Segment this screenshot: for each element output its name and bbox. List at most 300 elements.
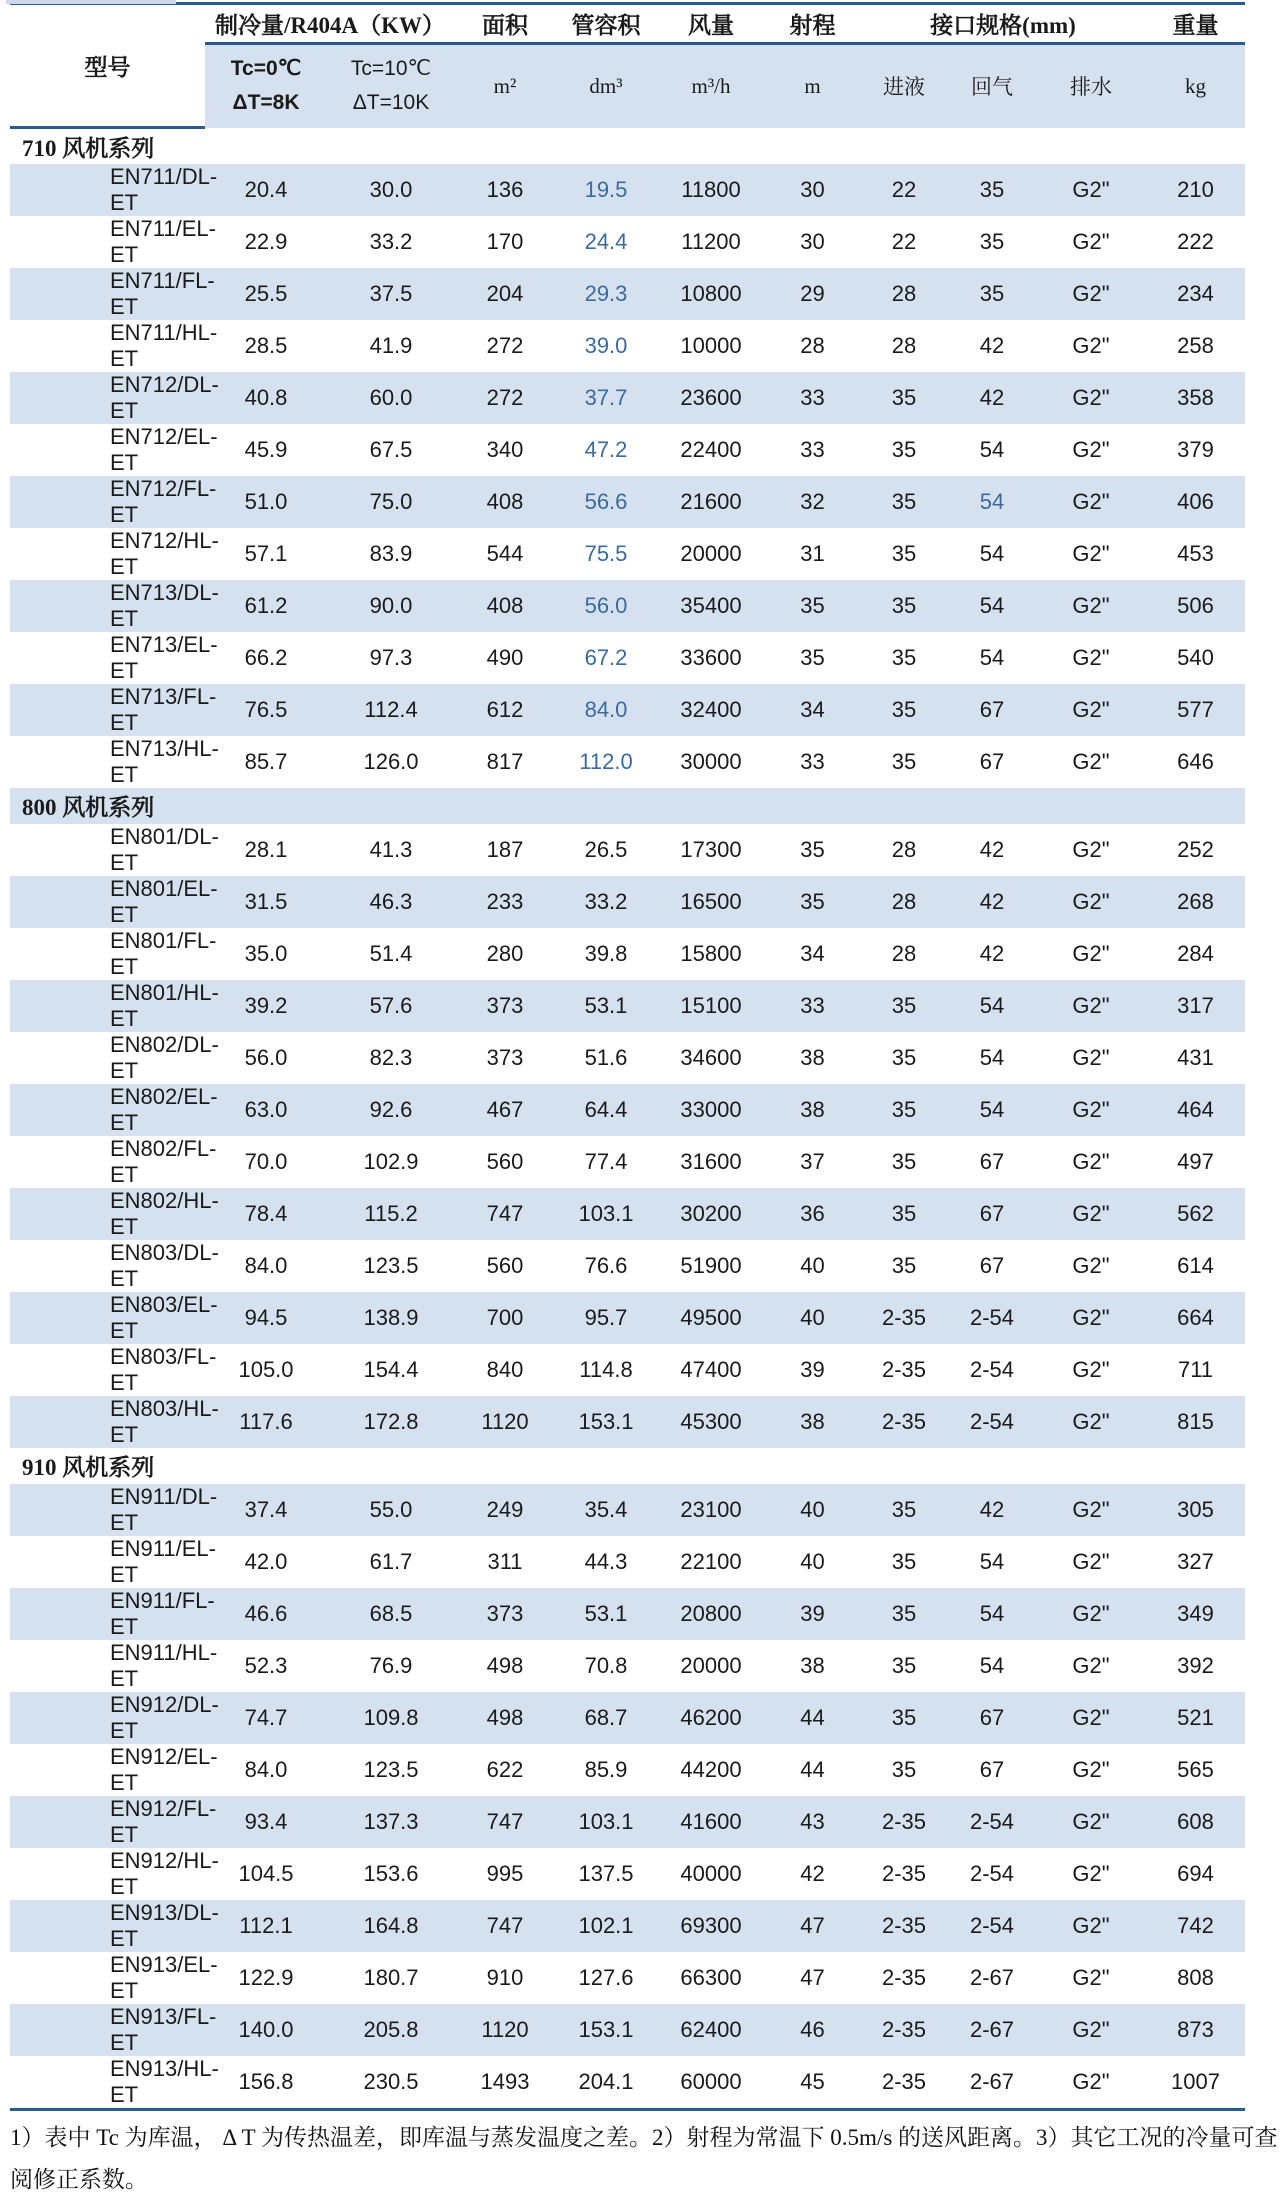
cell-vol: 75.5	[584, 540, 628, 566]
cell-area: 204	[455, 268, 555, 320]
cell-cap10: 61.7	[369, 1548, 413, 1574]
cell-flow: 16500	[657, 876, 765, 928]
cell-gas: 54	[948, 1588, 1036, 1640]
cell-flow: 21600	[657, 476, 765, 528]
cell-flow: 15800	[680, 940, 742, 966]
cell-drain: G2"	[1036, 1084, 1146, 1136]
cell-vol: 76.6	[584, 1252, 628, 1278]
cell-area: 560	[486, 1148, 524, 1174]
cell-range: 47	[800, 1964, 825, 1990]
cell-drain: G2"	[1036, 1292, 1146, 1344]
cell-cap0: 61.2	[205, 580, 327, 632]
cell-drain: G2"	[1072, 1252, 1110, 1278]
table-row	[10, 1536, 1245, 1588]
cell-model: EN802/DL-ET	[110, 1031, 219, 1083]
footnotes: 1）表中 Tc 为库温， Δ T 为传热温差，即库温与蒸发温度之差。2）射程为常温下 0.5m/s 的送风距离。3）其它工况的冷量可查阅修正系数。	[10, 2124, 1278, 2193]
cell-range: 38	[765, 1084, 860, 1136]
cell-model: EN713/FL-ET	[10, 684, 205, 736]
cell-gas: 54	[979, 644, 1005, 670]
cell-liquid: 35	[860, 476, 948, 528]
cell-vol: 103.1	[555, 1188, 657, 1240]
cell-area: 1120	[455, 2004, 555, 2056]
cell-liquid: 35	[860, 580, 948, 632]
top-edge-remnant	[6, 0, 176, 4]
cell-weight: 210	[1146, 164, 1245, 216]
cell-vol: 127.6	[578, 1964, 634, 1990]
cell-cap10: 153.6	[363, 1860, 419, 1886]
cell-gas: 42	[979, 940, 1005, 966]
section-row	[10, 128, 1245, 164]
cell-range: 35	[800, 644, 825, 670]
cell-flow: 33000	[657, 1084, 765, 1136]
cell-cap10: 154.4	[363, 1356, 419, 1382]
cell-flow: 35400	[657, 580, 765, 632]
cell-vol: 51.6	[584, 1044, 628, 1070]
cell-model: EN801/FL-ET	[110, 927, 217, 979]
cell-cap0: 117.6	[205, 1396, 327, 1448]
table-row	[10, 1952, 1245, 2004]
unit-tube-volume: dm³	[555, 44, 657, 128]
cell-range: 45	[765, 2056, 860, 2110]
cell-range: 43	[765, 1796, 860, 1848]
cell-cap10: 68.5	[327, 1588, 455, 1640]
cell-area: 747	[455, 1796, 555, 1848]
cell-cap10: 97.3	[369, 644, 413, 670]
cell-gas: 54	[948, 580, 1036, 632]
cell-flow: 22400	[680, 436, 742, 462]
table-row	[10, 1084, 1245, 1136]
cell-area: 272	[455, 372, 555, 424]
table-row	[10, 980, 1245, 1032]
cell-flow: 41600	[657, 1796, 765, 1848]
cell-gas: 35	[948, 268, 1036, 320]
cell-cap0: 37.4	[205, 1484, 327, 1536]
cell-flow: 47400	[680, 1356, 742, 1382]
cell-liquid: 2-35	[860, 1900, 948, 1952]
cell-flow: 62400	[657, 2004, 765, 2056]
column-subheader-tc10	[327, 44, 455, 128]
cell-vol: 153.1	[555, 1396, 657, 1448]
cell-area: 498	[486, 1652, 524, 1678]
cell-model: EN711/EL-ET	[110, 215, 216, 267]
cell-liquid: 28	[860, 876, 948, 928]
cell-liquid: 35	[891, 1044, 917, 1070]
cell-drain: G2"	[1036, 980, 1146, 1032]
cell-drain: G2"	[1036, 164, 1146, 216]
cell-cap10: 67.5	[369, 436, 413, 462]
table-row	[10, 1692, 1245, 1744]
cell-cap0: 51.0	[205, 476, 327, 528]
cell-flow: 30200	[657, 1188, 765, 1240]
column-header-model: 型号	[10, 4, 205, 128]
cell-vol: 112.0	[579, 748, 633, 774]
cell-flow: 44200	[680, 1756, 742, 1782]
section-label: 710 风机系列	[22, 135, 155, 161]
cell-model: EN802/FL-ET	[110, 1135, 217, 1187]
cell-area: 700	[455, 1292, 555, 1344]
cell-cap10: 172.8	[327, 1396, 455, 1448]
cell-drain: G2"	[1036, 580, 1146, 632]
cell-gas: 2-67	[969, 1964, 1015, 1990]
cell-range: 28	[800, 332, 825, 358]
cell-area: 560	[486, 1252, 524, 1278]
cell-gas: 54	[979, 1652, 1005, 1678]
cell-vol: 67.2	[584, 644, 628, 670]
cell-drain: G2"	[1036, 876, 1146, 928]
cell-liquid: 35	[891, 748, 917, 774]
cell-vol: 53.1	[555, 980, 657, 1032]
table-row	[10, 1136, 1245, 1188]
table-row	[10, 2004, 1245, 2056]
table-row	[10, 1484, 1245, 1536]
cell-area: 622	[486, 1756, 524, 1782]
cell-gas: 2-54	[948, 1900, 1036, 1952]
cell-cap10: 76.9	[369, 1652, 413, 1678]
cell-flow: 10000	[680, 332, 742, 358]
table-row	[10, 2056, 1245, 2110]
cell-cap0: 84.0	[244, 1252, 288, 1278]
section-label: 800 风机系列	[10, 788, 1245, 824]
table-row	[10, 684, 1245, 736]
cell-weight: 694	[1177, 1860, 1214, 1886]
cell-vol: 56.0	[555, 580, 657, 632]
cell-model: EN711/DL-ET	[10, 164, 205, 216]
cell-area: 233	[455, 876, 555, 928]
cell-gas: 42	[979, 332, 1005, 358]
cell-cap0: 78.4	[205, 1188, 327, 1240]
table-row	[10, 632, 1245, 684]
cell-area: 408	[455, 476, 555, 528]
cell-cap0: 70.0	[244, 1148, 288, 1174]
cell-area: 1493	[455, 2056, 555, 2110]
cell-gas: 2-54	[948, 1292, 1036, 1344]
cell-range: 40	[765, 1292, 860, 1344]
cell-flow: 51900	[680, 1252, 742, 1278]
cell-flow: 15100	[657, 980, 765, 1032]
cell-gas: 42	[948, 1484, 1036, 1536]
cell-cap0: 156.8	[205, 2056, 327, 2110]
cell-weight: 506	[1146, 580, 1245, 632]
cell-gas: 2-54	[969, 1356, 1015, 1382]
cell-drain: G2"	[1036, 684, 1146, 736]
cell-drain: G2"	[1036, 268, 1146, 320]
column-subheader-gas-return: 回气	[948, 44, 1036, 128]
cell-cap0: 25.5	[205, 268, 327, 320]
cell-liquid: 35	[860, 1188, 948, 1240]
cell-model: EN712/HL-ET	[110, 527, 219, 579]
cell-model: EN913/EL-ET	[110, 1951, 218, 2003]
cell-weight: 284	[1177, 940, 1214, 966]
cell-area: 817	[486, 748, 524, 774]
cell-area: 467	[455, 1084, 555, 1136]
cell-weight: 305	[1146, 1484, 1245, 1536]
cell-cap10: 137.3	[327, 1796, 455, 1848]
cell-cap10: 51.4	[369, 940, 413, 966]
cell-flow: 66300	[680, 1964, 742, 1990]
cell-model: EN712/DL-ET	[10, 372, 205, 424]
cell-area: 910	[486, 1964, 524, 1990]
section-row	[10, 1448, 1245, 1484]
cell-gas: 2-67	[948, 2056, 1036, 2110]
cell-liquid: 35	[891, 1756, 917, 1782]
cell-drain: G2"	[1072, 1860, 1110, 1886]
table-row	[10, 372, 1245, 424]
cell-weight: 521	[1146, 1692, 1245, 1744]
cell-area: 373	[486, 1044, 524, 1070]
column-header-tube-volume: 管容积	[555, 4, 657, 44]
cell-vol: 29.3	[555, 268, 657, 320]
cell-cap0: 46.6	[205, 1588, 327, 1640]
table-row	[10, 876, 1245, 928]
cell-gas: 67	[979, 1148, 1005, 1174]
cell-liquid: 2-35	[860, 2056, 948, 2110]
cell-model: EN711/FL-ET	[10, 268, 205, 320]
cell-drain: G2"	[1072, 748, 1110, 774]
cell-model: EN802/HL-ET	[10, 1188, 205, 1240]
cell-cap10: 82.3	[369, 1044, 413, 1070]
table-row	[10, 1032, 1245, 1084]
cell-gas: 54	[979, 436, 1005, 462]
cell-vol: 24.4	[584, 228, 628, 254]
tc0-condition: Tc=0℃	[230, 56, 302, 80]
cell-area: 747	[455, 1900, 555, 1952]
table-row	[10, 476, 1245, 528]
cell-range: 44	[800, 1756, 825, 1782]
cell-area: 272	[486, 332, 524, 358]
column-header-weight: 重量	[1146, 4, 1245, 44]
cell-area: 1120	[455, 1396, 555, 1448]
cell-area: 840	[486, 1356, 524, 1382]
cell-weight: 565	[1177, 1756, 1214, 1782]
cell-range: 38	[765, 1396, 860, 1448]
table-row	[10, 1848, 1245, 1900]
cell-gas: 2-54	[948, 1796, 1036, 1848]
cell-vol: 114.8	[579, 1356, 633, 1382]
cell-range: 29	[765, 268, 860, 320]
table-row	[10, 580, 1245, 632]
cell-flow: 69300	[657, 1900, 765, 1952]
cell-flow: 23100	[657, 1484, 765, 1536]
cell-range: 37	[800, 1148, 825, 1174]
cell-weight: 646	[1177, 748, 1214, 774]
cell-weight: 808	[1177, 1964, 1214, 1990]
cell-drain: G2"	[1036, 372, 1146, 424]
cell-liquid: 35	[891, 436, 917, 462]
cell-cap0: 22.9	[244, 228, 288, 254]
tc10-delta: ΔT=10K	[352, 91, 430, 115]
cell-model: EN911/HL-ET	[110, 1639, 218, 1691]
cell-model: EN911/DL-ET	[10, 1484, 205, 1536]
cell-range: 32	[765, 476, 860, 528]
cell-gas: 42	[948, 372, 1036, 424]
cell-weight: 431	[1177, 1044, 1214, 1070]
cell-cap0: 94.5	[205, 1292, 327, 1344]
cell-gas: 54	[948, 1084, 1036, 1136]
table-row	[10, 1796, 1245, 1848]
cell-flow: 45300	[657, 1396, 765, 1448]
cell-area: 747	[455, 1188, 555, 1240]
table-row	[10, 164, 1245, 216]
cell-cap10: 180.7	[363, 1964, 419, 1990]
cell-weight: 815	[1146, 1396, 1245, 1448]
cell-drain: G2"	[1072, 1044, 1110, 1070]
cell-drain: G2"	[1036, 1796, 1146, 1848]
cell-cap10: 123.5	[363, 1252, 419, 1278]
cell-model: EN912/FL-ET	[10, 1796, 205, 1848]
cell-cap10: 109.8	[327, 1692, 455, 1744]
cell-drain: G2"	[1072, 1148, 1110, 1174]
cell-cap0: 74.7	[205, 1692, 327, 1744]
cell-liquid: 35	[891, 1652, 917, 1678]
cell-cap10: 46.3	[327, 876, 455, 928]
cell-cap10: 57.6	[327, 980, 455, 1032]
cell-liquid: 2-35	[860, 1396, 948, 1448]
column-subheader-liquid-in: 进液	[860, 44, 948, 128]
cell-weight: 742	[1146, 1900, 1245, 1952]
cell-liquid: 35	[860, 1084, 948, 1136]
table-row	[10, 268, 1245, 320]
tc10-condition: Tc=10℃	[350, 56, 432, 80]
cell-vol: 26.5	[584, 836, 628, 862]
cell-range: 35	[765, 580, 860, 632]
section-row	[10, 788, 1245, 824]
cell-model: EN912/HL-ET	[110, 1847, 219, 1899]
cell-cap10: 92.6	[327, 1084, 455, 1136]
cell-area: 280	[486, 940, 524, 966]
cell-gas: 42	[948, 876, 1036, 928]
column-header-throw: 射程	[765, 4, 860, 44]
cell-gas: 67	[948, 1692, 1036, 1744]
cell-range: 36	[765, 1188, 860, 1240]
cell-flow: 20000	[680, 1652, 742, 1678]
cell-flow: 17300	[680, 836, 742, 862]
cell-gas: 67	[979, 1252, 1005, 1278]
cell-weight: 234	[1146, 268, 1245, 320]
cell-cap10: 83.9	[369, 540, 413, 566]
cell-weight: 608	[1146, 1796, 1245, 1848]
cell-area: 373	[455, 1588, 555, 1640]
cell-liquid: 35	[860, 980, 948, 1032]
cell-weight: 453	[1177, 540, 1214, 566]
cell-vol: 85.9	[584, 1756, 628, 1782]
table-row	[10, 424, 1245, 476]
cell-liquid: 35	[891, 540, 917, 566]
cell-cap0: 39.2	[205, 980, 327, 1032]
cell-model: EN801/EL-ET	[10, 876, 205, 928]
cell-flow: 30000	[680, 748, 742, 774]
cell-vol: 64.4	[555, 1084, 657, 1136]
cell-liquid: 28	[891, 836, 917, 862]
cell-cap10: 75.0	[327, 476, 455, 528]
cell-range: 39	[765, 1588, 860, 1640]
cell-cap0: 66.2	[244, 644, 288, 670]
cell-cap10: 230.5	[327, 2056, 455, 2110]
cell-flow: 20000	[680, 540, 742, 566]
cell-model: EN711/HL-ET	[110, 319, 218, 371]
cell-drain: G2"	[1036, 1900, 1146, 1952]
cell-model: EN913/HL-ET	[10, 2056, 205, 2110]
cell-gas: 54	[948, 476, 1036, 528]
cell-range: 40	[800, 1548, 825, 1574]
cell-liquid: 2-35	[860, 1292, 948, 1344]
cell-area: 544	[486, 540, 524, 566]
cell-range: 44	[765, 1692, 860, 1744]
table-row	[10, 736, 1245, 788]
cell-vol: 56.6	[555, 476, 657, 528]
cell-drain: G2"	[1036, 1396, 1146, 1448]
cell-vol: 103.1	[555, 1796, 657, 1848]
table-row	[10, 528, 1245, 580]
table-row	[10, 1588, 1245, 1640]
cell-liquid: 2-35	[881, 1356, 927, 1382]
cell-drain: G2"	[1072, 1964, 1110, 1990]
cell-vol: 84.0	[555, 684, 657, 736]
cell-drain: G2"	[1072, 540, 1110, 566]
cell-flow: 33600	[680, 644, 742, 670]
cell-cap0: 85.7	[244, 748, 288, 774]
cell-cap0: 93.4	[205, 1796, 327, 1848]
cell-model: EN712/FL-ET	[10, 476, 205, 528]
cell-area: 170	[486, 228, 524, 254]
cell-gas: 2-67	[948, 2004, 1036, 2056]
cell-range: 40	[800, 1252, 825, 1278]
cell-gas: 67	[979, 1756, 1005, 1782]
cell-flow: 31600	[680, 1148, 742, 1174]
cell-model: EN713/EL-ET	[110, 631, 218, 683]
cell-cap0: 56.0	[244, 1044, 288, 1070]
cell-range: 46	[765, 2004, 860, 2056]
cell-liquid: 22	[891, 228, 917, 254]
cell-cap0: 140.0	[205, 2004, 327, 2056]
cell-gas: 2-54	[948, 1396, 1036, 1448]
cell-drain: G2"	[1036, 1588, 1146, 1640]
cell-weight: 711	[1177, 1356, 1214, 1382]
table-row	[10, 1744, 1245, 1796]
unit-air-flow: m³/h	[657, 44, 765, 128]
cell-gas: 67	[979, 748, 1005, 774]
cell-area: 612	[455, 684, 555, 736]
cell-flow: 40000	[680, 1860, 742, 1886]
cell-vol: 77.4	[584, 1148, 628, 1174]
cell-weight: 317	[1146, 980, 1245, 1032]
cell-cap10: 30.0	[327, 164, 455, 216]
cell-drain: G2"	[1072, 228, 1110, 254]
cell-model: EN801/DL-ET	[110, 823, 219, 875]
cell-weight: 258	[1177, 332, 1214, 358]
cell-model: EN712/EL-ET	[110, 423, 218, 475]
cell-drain: G2"	[1036, 1188, 1146, 1240]
cell-flow: 46200	[657, 1692, 765, 1744]
cell-vol: 33.2	[555, 876, 657, 928]
cell-drain: G2"	[1072, 1356, 1110, 1382]
cell-range: 38	[800, 1044, 825, 1070]
table-row	[10, 1240, 1245, 1292]
cell-drain: G2"	[1072, 1652, 1110, 1678]
cell-range: 30	[765, 164, 860, 216]
cell-flow: 23600	[657, 372, 765, 424]
cell-liquid: 2-35	[881, 1860, 927, 1886]
cell-drain: G2"	[1036, 2056, 1146, 2110]
cell-cap10: 112.4	[327, 684, 455, 736]
table-row	[10, 1900, 1245, 1952]
cell-area: 249	[455, 1484, 555, 1536]
cell-model: EN713/DL-ET	[10, 580, 205, 632]
cell-liquid: 35	[891, 644, 917, 670]
cell-range: 31	[800, 540, 825, 566]
cell-model: EN713/HL-ET	[110, 735, 219, 787]
tc0-delta: ΔT=8K	[232, 91, 300, 115]
cell-range: 47	[765, 1900, 860, 1952]
